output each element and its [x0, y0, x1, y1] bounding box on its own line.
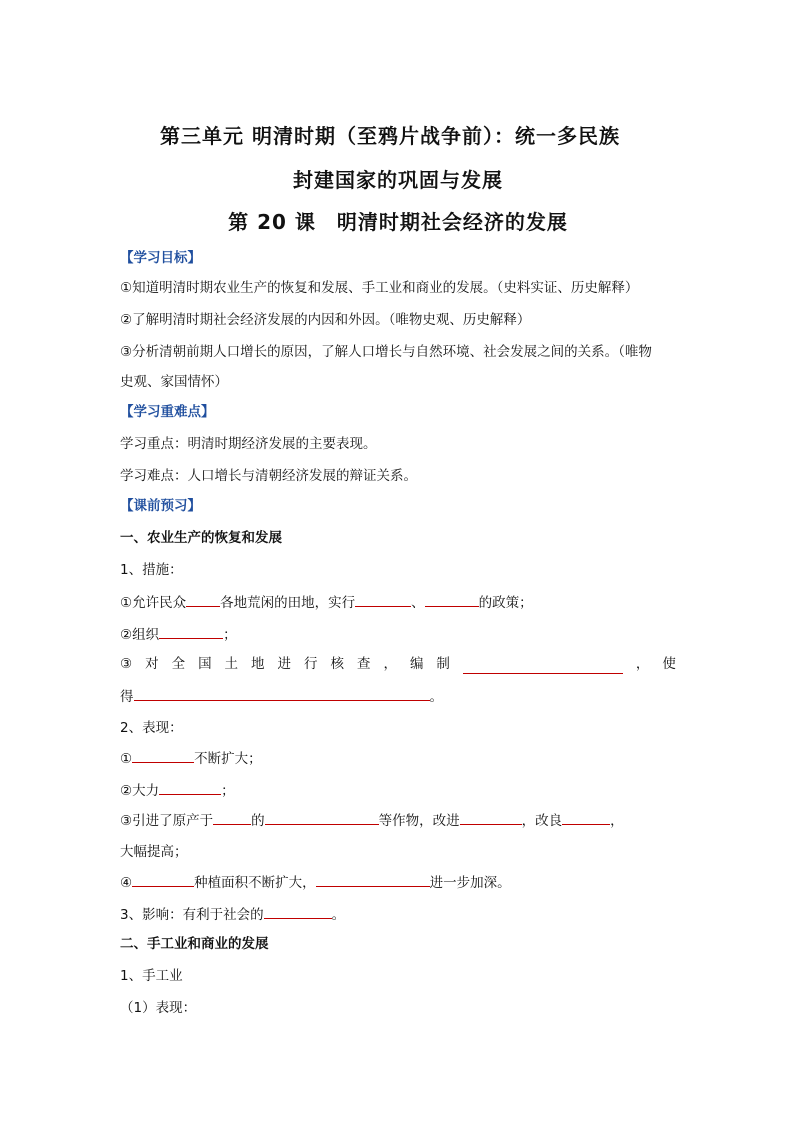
measure-3-cont — [120, 686, 443, 707]
performance-2-text-a: ②大力 — [120, 783, 160, 799]
performance-4-text-b: 种植面积不断扩大， — [194, 875, 316, 891]
performance-3-cont: 大幅提高； — [120, 844, 188, 860]
measure-3-cont-text-a: 得 — [120, 689, 134, 705]
fill-blank[interactable] — [159, 780, 221, 795]
goal-item-1: ①知道明清时期农业生产的恢复和发展、手工业和商业的发展。（史料实证、历史解释） — [120, 280, 639, 296]
measure-3-char: 地 — [251, 656, 265, 672]
performance-3-text-b: 的 — [251, 813, 265, 829]
fill-blank[interactable] — [213, 810, 251, 825]
key-point: 学习重点：明清时期经济发展的主要表现。 — [120, 436, 377, 452]
measure-3-char: 核 — [330, 656, 344, 672]
measure-3-char: 行 — [304, 656, 318, 672]
measure-3-end: 使 — [662, 656, 676, 672]
performance-1-text-a: ① — [120, 751, 133, 767]
fill-blank[interactable] — [132, 872, 194, 887]
measures-label: 1、措施： — [120, 562, 183, 578]
fill-blank[interactable] — [264, 904, 332, 919]
fill-blank[interactable] — [425, 592, 479, 607]
measure-1-text-b: 各地荒闲的田地，实行 — [220, 595, 356, 611]
performance-1-text-b: 不断扩大； — [194, 751, 262, 767]
performance-2 — [120, 780, 235, 801]
measure-3-char: 进 — [277, 656, 292, 672]
measure-2-text-a: ②组织 — [120, 627, 160, 643]
measure-3-comma: ， — [635, 656, 650, 672]
handicraft-performance-label: （1）表现： — [120, 1000, 197, 1016]
goal-item-3: ③分析清朝前期人口增长的原因，了解人口增长与自然环境、社会发展之间的关系。（唯物 — [120, 344, 652, 360]
fill-blank[interactable] — [186, 592, 220, 607]
measure-2-text-b: ； — [223, 627, 237, 643]
impact — [120, 904, 345, 925]
measure-1-text-a: ①允许民众 — [120, 595, 187, 611]
measure-3-char: 查 — [356, 656, 371, 672]
fill-blank[interactable] — [355, 592, 411, 607]
unit-subtitle: 封建国家的巩固与发展 — [293, 168, 503, 192]
unit-title: 第三单元 明清时期（至鸦片战争前）：统一多民族 — [160, 124, 620, 148]
measure-3-char: 国 — [198, 656, 212, 672]
section-2-title: 二、手工业和商业的发展 — [120, 936, 269, 952]
fill-blank[interactable] — [134, 686, 430, 701]
section-1-title: 一、农业生产的恢复和发展 — [120, 530, 282, 546]
measure-3-char: 编 — [409, 656, 424, 672]
performance-3-text-d: ，改良 — [521, 813, 563, 829]
impact-text-b: 。 — [331, 907, 346, 923]
measure-3 — [120, 654, 676, 674]
performance-3-text-a: ③引进了原产于 — [120, 813, 214, 829]
difficult-point: 学习难点：人口增长与清朝经济发展的辩证关系。 — [120, 468, 417, 484]
measure-3-cont-text-b: 。 — [429, 689, 443, 705]
performance-4-text-a: ④ — [120, 875, 133, 891]
fill-blank[interactable] — [159, 624, 223, 639]
performance-2-text-b: ； — [221, 783, 235, 799]
performance-3-text-e: ， — [610, 813, 624, 829]
performance-label: 2、表现： — [120, 720, 183, 736]
performance-1 — [120, 748, 262, 769]
measure-3-char: ， — [383, 656, 397, 672]
lesson-title: 第 20 课 明清时期社会经济的发展 — [228, 210, 568, 234]
goal-item-3-cont: 史观、家国情怀） — [120, 374, 228, 390]
measure-3-char: 制 — [436, 656, 450, 672]
measure-1-text-c: 、 — [411, 595, 425, 611]
fill-blank[interactable] — [316, 872, 430, 887]
fill-blank[interactable] — [132, 748, 194, 763]
impact-text-a: 3、影响：有利于社会的 — [120, 907, 264, 923]
goals-header: 【学习目标】 — [120, 250, 201, 266]
fill-blank[interactable] — [460, 810, 522, 825]
performance-3-text-c: 等作物，改进 — [378, 813, 460, 829]
measure-3-char: 对 — [145, 656, 159, 672]
performance-3 — [120, 810, 624, 831]
preview-header: 【课前预习】 — [120, 498, 201, 514]
key-points-header: 【学习重难点】 — [120, 404, 215, 420]
fill-blank[interactable] — [562, 810, 610, 825]
measure-2 — [120, 624, 237, 645]
measure-3-char: 土 — [224, 656, 239, 672]
measure-3-char: ③ — [120, 656, 133, 672]
performance-4 — [120, 872, 511, 893]
performance-4-text-c: 进一步加深。 — [429, 875, 511, 891]
fill-blank[interactable] — [463, 659, 623, 674]
measure-1 — [120, 592, 533, 613]
measure-1-text-d: 的政策； — [478, 595, 533, 611]
measure-3-char: 全 — [171, 656, 186, 672]
fill-blank[interactable] — [265, 810, 379, 825]
goal-item-2: ②了解明清时期社会经济发展的内因和外因。（唯物史观、历史解释） — [120, 312, 531, 328]
handicraft-label: 1、手工业 — [120, 968, 183, 984]
